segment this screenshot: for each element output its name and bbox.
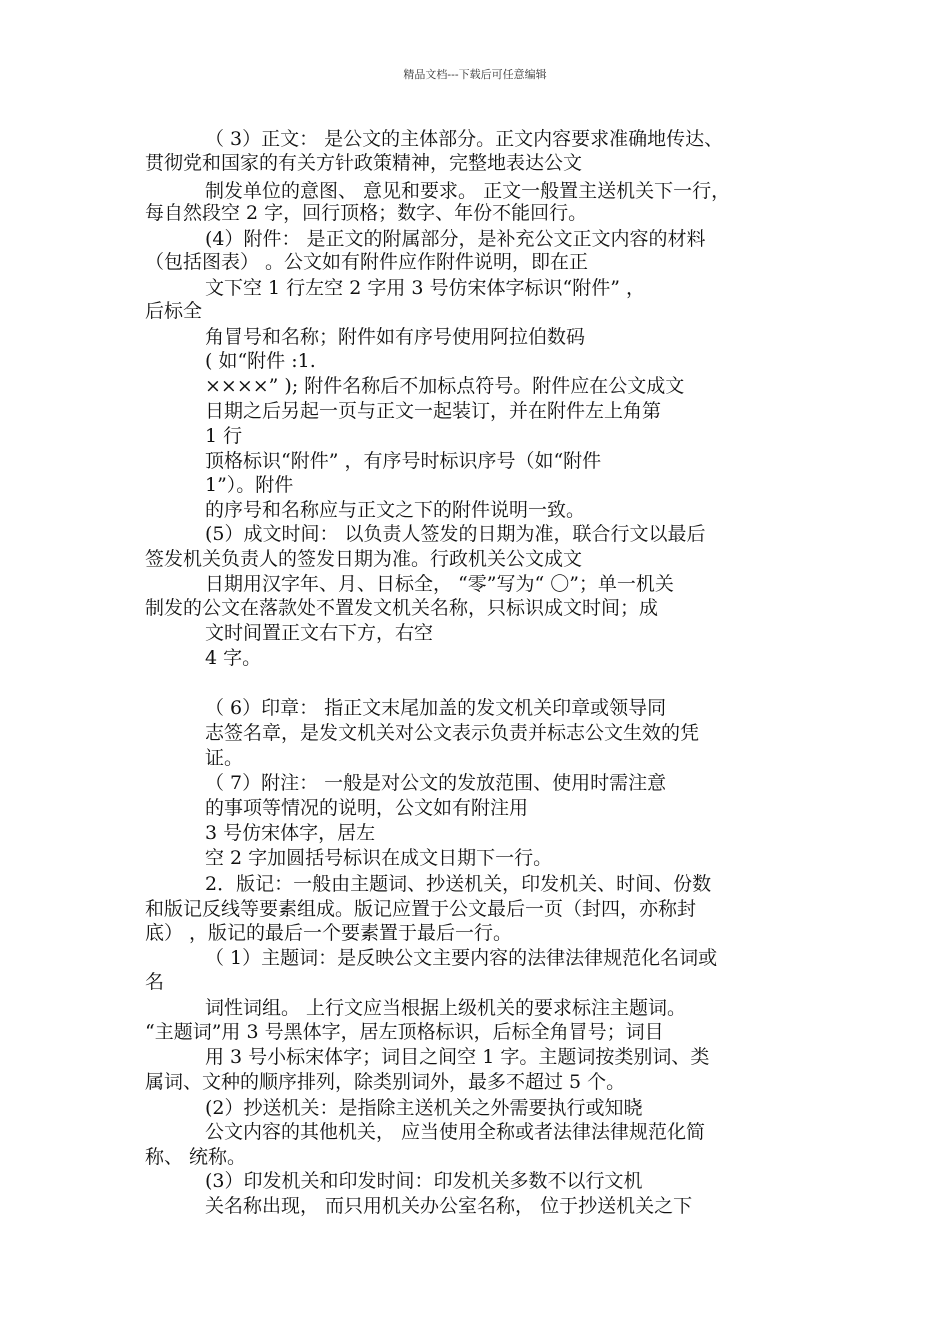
text-line: 贯彻党和国家的有关方针政策精神，完整地表达公文 [145,152,583,174]
text-line: 文下空 1 行左空 2 字用 3 号仿宋体字标识“附件” ， [205,277,645,299]
text-line: (5）成文时间： 以负责人签发的日期为准，联合行文以最后 [205,523,706,545]
text-line: 4 字。 [205,647,262,669]
text-line: （ 7）附注： 一般是对公文的发放范围、使用时需注意 [205,772,667,794]
text-line: （包括图表） 。公文如有附件应作附件说明，即在正 [145,251,589,273]
text-line: (4）附件： 是正文的附属部分，是补充公文正文内容的材料 [205,228,706,250]
text-line: 用 3 号小标宋体字；词目之间空 1 字。主题词按类别词、类 [205,1046,710,1068]
text-line: 关名称出现， 而只用机关办公室名称， 位于抄送机关之下 [205,1195,693,1217]
text-line: 志签名章，是发文机关对公文表示负责并标志公文生效的凭 [205,722,700,744]
text-line: 属词、文种的顺序排列，除类别词外，最多不超过 5 个。 [145,1071,626,1093]
text-line: ××××” ); 附件名称后不加标点符号。附件应在公文成文 [205,375,685,397]
text-line: ( 如“附件 :1. [205,350,316,372]
text-line: 顶格标识“附件” ，有序号时标识序号（如“附件 [205,450,602,472]
text-line: 和版记反线等要素组成。版记应置于公文最后一页（封四，亦称封 [145,898,697,920]
text-line: 每自然段空 2 字，回行顶格；数字、年份不能回行。 [145,202,588,224]
text-line: 的序号和名称应与正文之下的附件说明一致。 [205,499,586,521]
page-header: 精品文档---下载后可任意编辑 [403,68,547,81]
text-line: 证。 [205,747,244,769]
text-line: 词性词组。 上行文应当根据上级机关的要求标注主题词。 [205,997,687,1019]
text-line: 公文内容的其他机关， 应当使用全称或者法律法律规范化简 [205,1121,706,1143]
text-line: 底） ，版记的最后一个要素置于最后一行。 [145,922,513,944]
text-line: 3 号仿宋体字，居左 [205,822,376,844]
text-line: 1 行 [205,425,243,447]
text-line: 文时间置正文右下方，右空 [205,622,434,644]
text-line: (2）抄送机关：是指除主送机关之外需要执行或知晓 [205,1097,643,1119]
text-line: 角冒号和名称；附件如有序号使用阿拉伯数码 [205,326,586,348]
text-line: (3）印发机关和印发时间：印发机关多数不以行文机 [205,1170,643,1192]
text-line: 签发机关负责人的签发日期为准。行政机关公文成文 [145,548,583,570]
text-line: 1”）。附件 [205,474,294,496]
text-line: 日期用汉字年、月、日标全， “零”写为“ 〇”；单一机关 [205,573,674,595]
text-line: （ 1）主题词：是反映公文主要内容的法律法律规范化名词或 [205,947,718,969]
text-line: 制发的公文在落款处不置发文机关名称，只标识成文时间；成 [145,597,659,619]
text-line: 2．版记：一般由主题词、抄送机关，印发机关、时间、份数 [205,873,712,895]
text-line: 称、 统称。 [145,1146,247,1168]
text-line: 的事项等情况的说明，公文如有附注用 [205,797,529,819]
text-line: “主题词”用 3 号黑体字，居左顶格标识，后标全角冒号；词目 [145,1021,664,1043]
text-line: （ 3）正文： 是公文的主体部分。正文内容要求准确地传达、 [205,128,724,150]
text-line: 名 [145,971,165,993]
text-line: （ 6）印章： 指正文末尾加盖的发文机关印章或领导同 [205,697,667,719]
text-line: 制发单位的意图、 意见和要求。 正文一般置主送机关下一行， [205,180,731,202]
text-line: 日期之后另起一页与正文一起装订，并在附件左上角第 [205,400,662,422]
text-line: 后标全 [145,300,203,322]
text-line: 空 2 字加圆括号标识在成文日期下一行。 [205,847,553,869]
